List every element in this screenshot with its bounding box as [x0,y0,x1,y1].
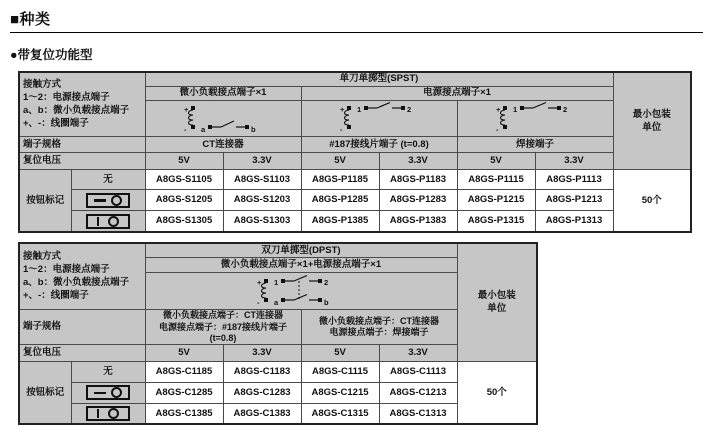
svg-text:-: - [184,125,187,134]
model-cell: A8GS-P1115 [457,170,535,190]
subsection-title: ●带复位功能型 [10,48,93,62]
circuit-diagram-coil-contact-12-icon [480,101,590,135]
terminal-spec-label: 端子规格 [19,310,145,345]
circuit-diagram-dpst-icon [241,273,361,309]
model-cell: A8GS-P1383 [379,211,457,232]
voltage-header: 5V [145,153,223,170]
svg-text:+: + [496,105,501,114]
circuit-diagram-dpst [145,273,457,310]
dpst-group-header: 微小负载接点端子×1+电源接点端子×1 [145,258,457,273]
model-cell: A8GS-P1113 [535,170,613,190]
circuit-diagram-coil-contact-ab-icon [168,101,278,135]
voltage-header: 5V [301,345,379,362]
svg-text:+: + [184,105,189,114]
mark-none: 无 [71,361,145,382]
svg-text:b: b [251,125,256,134]
terminal-spec-group1: 微小负载接点端子：CT连接器 电源接点端子：#187接线片端子(t=0.8) [145,310,301,345]
section-title: ■种类 [10,8,703,33]
circuit-diagram-power-2 [457,100,613,136]
model-cell: A8GS-S1303 [223,211,301,232]
circuit-diagram-coil-contact-12-icon [324,101,434,135]
contact-method-legend [19,243,145,310]
voltage-header: 3.3V [535,153,613,170]
model-cell: A8GS-S1203 [223,190,301,211]
terminal-spec-solder: 焊接端子 [457,136,613,153]
model-cell: A8GS-P1285 [301,190,379,211]
model-cell: A8GS-P1213 [535,190,613,211]
legend-line-3: +、-：线圈端子 [23,117,89,129]
dash-circle-mark-icon [86,385,130,400]
reset-voltage-label: 复位电压 [19,345,145,362]
legend-line-2: a、b：微小负载接点端子 [23,104,130,116]
reset-voltage-label: 复位电压 [19,153,145,170]
min-package-value: 50个 [457,361,537,424]
model-cell: A8GS-C1385 [145,403,223,424]
dpst-selection-table [18,242,538,426]
button-mark-label: 按钮标记 [19,361,71,424]
svg-text:a: a [201,125,206,134]
model-cell: A8GS-P1183 [379,170,457,190]
model-cell: A8GS-P1283 [379,190,457,211]
svg-text:1: 1 [357,105,362,114]
svg-text:+: + [340,105,345,114]
svg-text:1: 1 [513,105,518,114]
svg-text:2: 2 [563,105,568,114]
mark-bar-circle-cell [71,403,145,424]
mark-dash-circle-cell [71,190,145,211]
min-package-header: 最小包装单位 [613,72,691,170]
model-cell: A8GS-C1215 [301,382,379,403]
contact-method-legend [19,72,145,136]
model-cell: A8GS-S1103 [223,170,301,190]
spst-type-header: 单刀单掷型(SPST) [145,72,613,86]
voltage-header: 3.3V [379,153,457,170]
svg-text:+: + [257,278,262,288]
dash-circle-mark-icon [86,193,130,208]
bar-circle-mark-icon [86,406,130,421]
model-cell: A8GS-P1385 [301,211,379,232]
model-cell: A8GS-P1215 [457,190,535,211]
power-terminal-header: 电源接点端子×1 [301,86,613,100]
circuit-diagram-power-1 [301,100,457,136]
spst-selection-table [18,71,692,233]
dpst-type-header: 双刀单掷型(DPST) [145,243,457,258]
model-cell: A8GS-C1283 [223,382,301,403]
model-cell: A8GS-C1113 [379,361,457,382]
model-cell: A8GS-P1315 [457,211,535,232]
voltage-header: 5V [457,153,535,170]
legend-title: 接触方式 [23,251,62,263]
model-cell: A8GS-S1205 [145,190,223,211]
svg-text:b: b [324,298,329,308]
legend-line-3: +、-：线圈端子 [23,289,89,301]
model-cell: A8GS-C1315 [301,403,379,424]
legend-title: 接触方式 [23,79,62,90]
terminal-spec-ct: CT连接器 [145,136,301,153]
svg-text:a: a [274,298,279,308]
circuit-diagram-microload [145,100,301,136]
voltage-header: 5V [145,345,223,362]
svg-text:2: 2 [407,105,412,114]
model-cell: A8GS-C1183 [223,361,301,382]
model-cell: A8GS-C1185 [145,361,223,382]
svg-text:2: 2 [324,278,329,288]
model-cell: A8GS-C1313 [379,403,457,424]
legend-line-2: a、b：微小负载接点端子 [23,277,130,288]
model-cell: A8GS-C1115 [301,361,379,382]
voltage-header: 3.3V [379,345,457,362]
model-cell: A8GS-S1305 [145,211,223,232]
min-package-header: 最小包装单位 [457,243,537,362]
voltage-header: 3.3V [223,345,301,362]
terminal-spec-label: 端子规格 [19,136,145,153]
mark-bar-circle-cell [71,211,145,232]
model-cell: A8GS-S1105 [145,170,223,190]
voltage-header: 3.3V [223,153,301,170]
model-cell: A8GS-C1383 [223,403,301,424]
bar-circle-mark-icon [86,214,130,229]
mark-none: 无 [71,170,145,190]
model-cell: A8GS-C1285 [145,382,223,403]
svg-text:-: - [257,298,260,308]
model-cell: A8GS-C1213 [379,382,457,403]
svg-text:1: 1 [274,278,279,288]
button-mark-label: 按钮标记 [19,170,71,232]
terminal-spec-187: #187接线片端子 (t=0.8) [301,136,457,153]
svg-text:-: - [340,125,343,134]
model-cell: A8GS-P1185 [301,170,379,190]
microload-terminal-header: 微小负载接点端子×1 [145,86,301,100]
mark-dash-circle-cell [71,382,145,403]
legend-line-1: 1～2：电源接点端子 [23,264,110,276]
voltage-header: 5V [301,153,379,170]
model-cell: A8GS-P1313 [535,211,613,232]
min-package-value: 50个 [613,170,691,232]
legend-line-1: 1～2：电源接点端子 [23,91,110,103]
svg-text:-: - [496,125,499,134]
terminal-spec-group2: 微小负载接点端子：CT连接器 电源接点端子：焊接端子 [301,310,457,345]
